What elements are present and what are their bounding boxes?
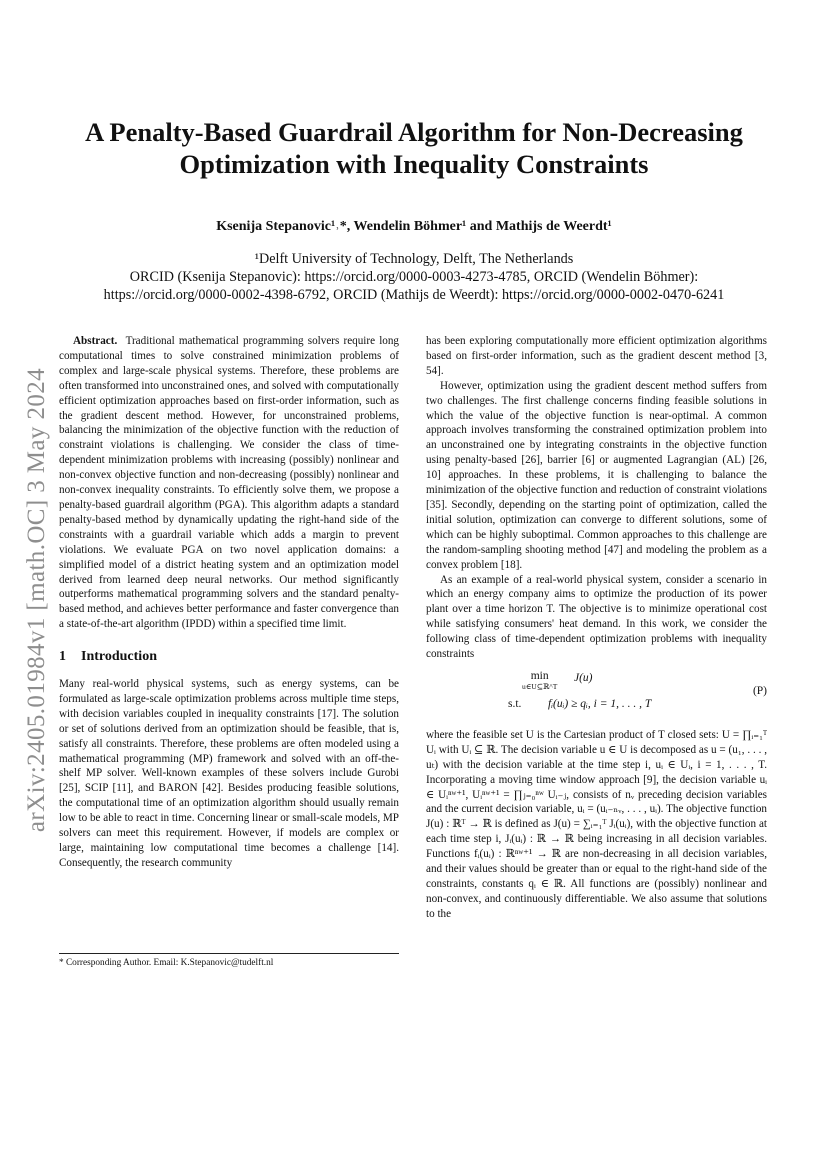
min-symbol: min — [530, 669, 549, 682]
introduction-paragraph: Many real-world physical systems, such as energy systems, can be formulated as large-scale optimization problems across multiple time steps, with decision variables coupled in inequality constraints [17]. The solution or set of solutions derived from an optimization should be feasible, that is, satisfy all constraints. Therefore, these problems are often modeled using a mathematical programming (MP) framework and solved with an off-the-shelf MP solver. Well-known examples of these solvers include Gurobi [25], SCIP [11], and BARON [42]. Besides producing feasible solutions, the computational time of an optimization algorithm should usually remain low to be able to react in time. Concerning linear or small-scale models, MP solvers can meet this requirement. However, if models are complex or large, maintaining low computational time becomes a challenge [14]. Consequently, the research community — [59, 678, 400, 869]
footnote: * Corresponding Author. Email: K.Stepanovic@tudelft.nl — [59, 958, 274, 968]
abstract — [59, 334, 399, 632]
arxiv-identifier: arXiv:2405.01984v1 [math.OC] 3 May 2024 — [23, 367, 50, 833]
affiliation-line: ¹Delft University of Technology, Delft, The Netherlands — [254, 251, 574, 267]
right-column — [426, 334, 767, 922]
orcid-line: https://orcid.org/0000-0002-4398-6792, ORCID (Mathijs de Weerdt): https://orcid.org/0000-0002-0470-6241 — [103, 287, 725, 303]
equation-tag: (P) — [752, 684, 767, 697]
section-heading-introduction — [59, 650, 399, 665]
arxiv-stamp — [12, 340, 62, 860]
author-list: Ksenija Stepanovic¹˒*, Wendelin Böhmer¹ and Mathijs de Weerdt¹ — [216, 219, 612, 234]
orcid-line: ORCID (Ksenija Stepanovic): https://orcid.org/0000-0003-4273-4785, ORCID (Wendelin Böhmer): — [129, 269, 699, 285]
abstract-label: Abstract. — [73, 335, 118, 347]
equation-constraint: fᵢ(uᵢ) ≥ qᵢ, i = 1, . . . , T — [548, 697, 652, 710]
affiliation-block — [60, 250, 768, 304]
body-paragraph: where the feasible set U is the Cartesian product of T closed sets: U = ∏ᵢ₌₁ᵀ Uᵢ with Uᵢ ⊆ ℝ. The decision variable u ∈ U is decomposed as u = (u₁, . . . , uₜ) with the decision variable at the time step i, uᵢ ∈ Uᵢ, i = 1, . . . , T. Incorporating a moving time window approach [9], the decision variable uᵢ ∈ Uᵢⁿʷ⁺¹, Uᵢⁿʷ⁺¹ = ∏ⱼ₌₀ⁿʷ Uᵢ₋ⱼ, consists of nᵥ preceding decision variables and the current decision variable, uᵢ = (uᵢ₋ₙᵥ, . . . , uᵢ). The objective function J(u) : ℝᵀ → ℝ is defined as J(u) = ∑ᵢ₌₁ᵀ Jᵢ(uᵢ), with the objective function at each time step i, Jᵢ(uᵢ) : ℝ → ℝ being increasing in all decision variables. Functions fᵢ(uᵢ) : ℝⁿʷ⁺¹ → ℝ are non-decreasing in all decision variables, and their values should be greater than or equal to the right-hand side of the constraints, constants qᵢ ∈ ℝ. All functions are (possibly) nonlinear and non-convex, and continuously differentiable. We also assume that solutions to the — [426, 728, 767, 920]
equation-min-operator — [522, 670, 557, 691]
left-column — [59, 334, 399, 871]
abstract-text: Traditional mathematical programming solvers require long computational times to solve constrained minimization problems of complex and large-scale physical systems. Therefore, these problems are often transformed into unconstrained ones, and solved with computationally efficient optimization approaches based on first-order information, such as the gradient descent method. However, for unconstrained problems, balancing the minimization of the objective function with the reduction of constraint violations is challenging. We consider the class of time-dependent minimization problems with increasing (possibly) nonlinear and non-convex objective function and non-decreasing (possibly) nonlinear and non-convex inequality constraints. To efficiently solve them, we propose a penalty-based guardrail algorithm (PGA). This algorithm adapts a standard penalty-based method by dynamically updating the right-hand side of the constraints with a guardrail variable which adds a margin to prevent violations. We evaluate PGA on two novel application domains: a simplified model of a district heating system and an optimization model derived from learned deep neural networks. Our method significantly outperforms mathematical programming solvers and the standard penalty-based method, and achieves better performance and faster convergence than a state-of-the-art algorithm (IPDD) within a specified time limit. — [59, 335, 399, 631]
body-paragraph: has been exploring computationally more efficient optimization algorithms based on first-order information, such as the gradient descent method [3, 54]. — [426, 335, 767, 377]
equation-objective: J(u) — [574, 671, 593, 684]
body-paragraph: However, optimization using the gradient descent method suffers from two challenges. The first challenge concerns finding feasible solutions in which the value of the objective function is near-optimal. A common approach involves transforming the constrained optimization problem into an unconstrained one by integrating constraints in the objective function using penalty-based [26], barrier [6] or augmented Lagrangian (AL) [26, 10] approaches. In these problems, it is challenging to balance the minimization of the objective function and reduction of constraint violations [35]. Secondly, depending on the starting point of optimization, called the initial solution, optimization can converge to different solutions, some of which can be highly suboptimal. Common approaches to this challenge are the random-sampling shooting method [47] and modeling the problem as a convex problem [18]. — [426, 379, 767, 571]
equation-problem-p — [426, 670, 767, 720]
min-subscript: u∈U⊆ℝ^T — [522, 681, 558, 691]
paper-title: A Penalty-Based Guardrail Algorithm for Non-Decreasing Optimization with Inequality Constraints — [85, 117, 743, 179]
equation-subject-to: s.t. — [508, 697, 522, 710]
body-paragraph: As an example of a real-world physical system, consider a scenario in which an energy company aims to optimize the production of its power plant over a time horizon T. The objective is to minimize operational cost while satisfying consumers' heat demand. In this work, we consider the following class of time-dependent optimization problems with inequality constraints — [426, 573, 767, 661]
section-title: Introduction — [81, 649, 157, 665]
footnote-divider — [59, 953, 399, 954]
section-number: 1 — [59, 649, 66, 665]
